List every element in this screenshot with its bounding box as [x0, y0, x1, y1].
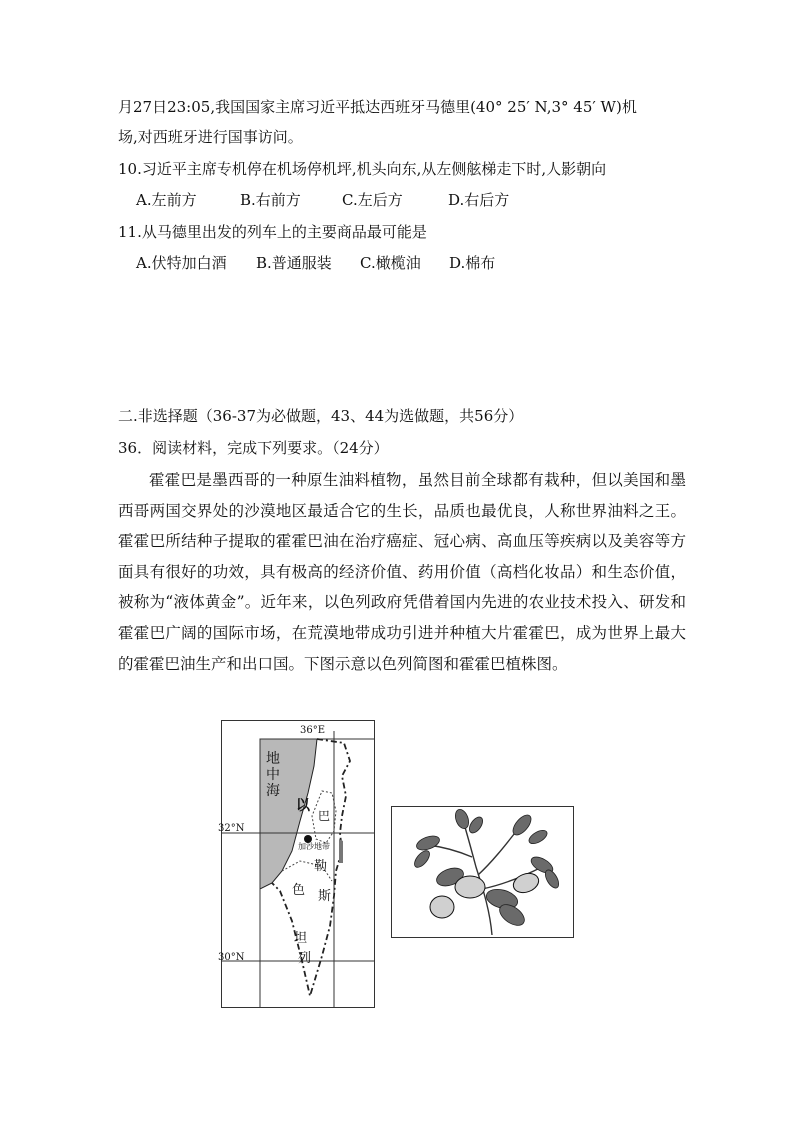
country-char-2: 色	[292, 883, 306, 898]
sea-label	[266, 751, 282, 799]
option-d[interactable]: D.棉布	[449, 254, 496, 272]
question-10-options	[136, 190, 509, 210]
option-a[interactable]: A.左前方	[136, 191, 197, 209]
dead-sea	[339, 839, 343, 863]
question-11-options	[136, 253, 495, 273]
sea-char: 海	[266, 783, 280, 799]
option-c[interactable]: C.左后方	[342, 191, 403, 209]
question-11-stem: 11.从马德里出发的列车上的主要商品最可能是	[118, 223, 427, 241]
option-b[interactable]: B.普通服装	[256, 254, 332, 272]
material-paragraph: 霍霍巴是墨西哥的一种原生油料植物，虽然目前全球都有栽种，但以美国和墨西哥两国交界处的沙漠地区最适合它的生长，品质也最优良，人称世界油料之王。霍霍巴所结种子提取的霍霍巴油在治疗癌症、冠心病、高血压等疾病以及美容等方面具有很好的功效，具有极高的经济价值、药用价值（高档化妆品）和生态价值，被称为“液体黄金”。近年来，以色列政府凭借着国内先进的农业技术投入、研发和霍霍巴广阔的国际市场，在荒漠地带成功引进并种植大片霍霍巴，成为世界上最大的霍霍巴油生产和出口国。下图示意以色列简图和霍霍巴植株图。	[118, 471, 686, 673]
lat-bottom-label: 30°N	[218, 952, 245, 963]
section-2-heading: 二.非选择题（36-37为必做题，43、44为选做题，共56分）	[118, 407, 524, 425]
country-char-3: 列	[298, 951, 312, 966]
jojoba-plant-figure	[391, 806, 574, 938]
intro-line-1: 月27日23:05,我国国家主席习近平抵达西班牙马德里(40° 25′ N,3° 45′ W)机	[118, 98, 637, 116]
sea-char: 地	[266, 751, 280, 767]
lat-top-label: 32°N	[218, 823, 245, 834]
option-d[interactable]: D.右后方	[448, 191, 510, 209]
sea-char: 中	[266, 767, 280, 783]
palestine-char-4: 坦	[294, 931, 308, 946]
option-c[interactable]: C.橄榄油	[360, 254, 421, 272]
desert-label: 加沙地带	[298, 842, 330, 851]
lon-label: 36°E	[300, 725, 326, 736]
option-a[interactable]: A.伏特加白酒	[136, 254, 227, 272]
palestine-char-3: 斯	[318, 889, 332, 904]
question-10-stem: 10.习近平主席专机停在机场停机坪,机头向东,从左侧舷梯走下时,人影朝向	[118, 160, 607, 178]
option-b[interactable]: B.右前方	[240, 191, 301, 209]
palestine-char-2: 勒	[314, 859, 328, 874]
israel-map	[218, 720, 375, 1008]
palestine-char-1: 巴	[318, 809, 331, 823]
country-char-1: 以	[296, 798, 310, 814]
question-36-title: 36．阅读材料，完成下列要求。（24分）	[118, 439, 389, 457]
intro-line-2: 场,对西班牙进行国事访问。	[118, 128, 303, 146]
